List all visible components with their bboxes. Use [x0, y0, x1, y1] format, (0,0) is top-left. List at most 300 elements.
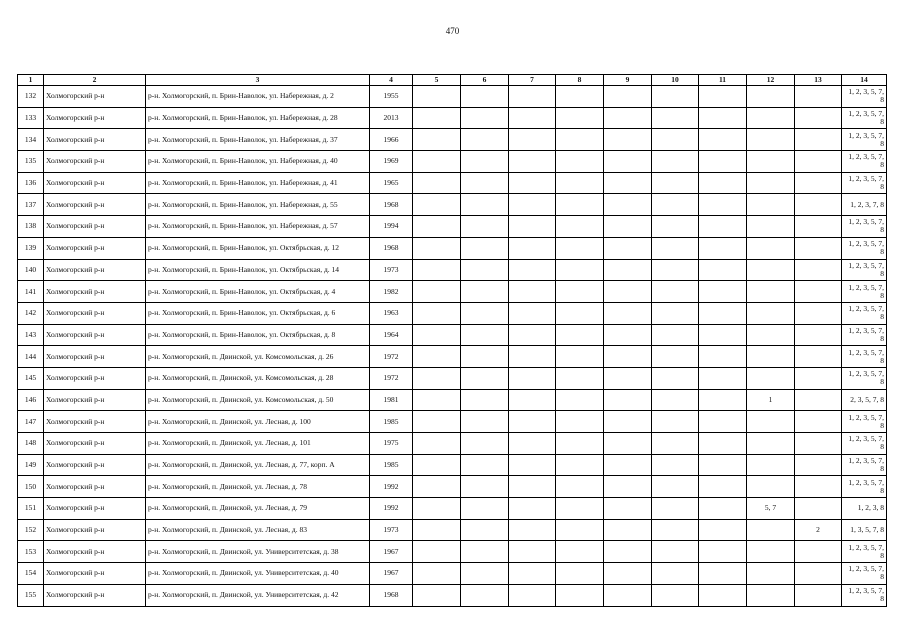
- col7-cell: [509, 389, 556, 411]
- col13-cell: [795, 541, 842, 563]
- col14-cell: 1, 2, 3, 5, 7, 8: [842, 476, 887, 498]
- col8-cell: [556, 216, 604, 238]
- col9-cell: [604, 259, 652, 281]
- col8-cell: [556, 411, 604, 433]
- column-header-11: 11: [699, 75, 747, 86]
- col14-cell: 1, 2, 3, 8: [842, 498, 887, 520]
- col8-cell: [556, 433, 604, 455]
- col10-cell: [652, 454, 699, 476]
- row-number: 150: [18, 476, 44, 498]
- col5-cell: [413, 584, 461, 606]
- address-cell: р-н. Холмогорский, п. Брин-Наволок, ул. Набережная, д. 41: [146, 172, 370, 194]
- address-cell: р-н. Холмогорский, п. Двинской, ул. Лесная, д. 79: [146, 498, 370, 520]
- col9-cell: [604, 584, 652, 606]
- table-row: [18, 389, 887, 411]
- col13-cell: [795, 194, 842, 216]
- row-number: 154: [18, 563, 44, 585]
- table-row: [18, 324, 887, 346]
- year-cell: 1981: [370, 389, 413, 411]
- col10-cell: [652, 151, 699, 173]
- col10-cell: [652, 476, 699, 498]
- col5-cell: [413, 541, 461, 563]
- col12-cell: [747, 519, 795, 541]
- district-cell: Холмогорский р-н: [44, 281, 146, 303]
- col10-cell: [652, 563, 699, 585]
- district-cell: Холмогорский р-н: [44, 476, 146, 498]
- col12-cell: [747, 107, 795, 129]
- col6-cell: [461, 541, 509, 563]
- col12-cell: [747, 584, 795, 606]
- district-cell: Холмогорский р-н: [44, 454, 146, 476]
- col12-cell: [747, 172, 795, 194]
- table-row: [18, 259, 887, 281]
- table-row: [18, 498, 887, 520]
- table-row: [18, 151, 887, 173]
- col11-cell: [699, 367, 747, 389]
- col7-cell: [509, 498, 556, 520]
- table-row: [18, 237, 887, 259]
- table-row: [18, 194, 887, 216]
- col5-cell: [413, 86, 461, 108]
- col12-cell: [747, 86, 795, 108]
- col6-cell: [461, 411, 509, 433]
- col14-cell: 1, 2, 3, 5, 7, 8: [842, 302, 887, 324]
- col6-cell: [461, 389, 509, 411]
- col12-cell: [747, 194, 795, 216]
- col10-cell: [652, 107, 699, 129]
- col7-cell: [509, 107, 556, 129]
- row-number: 148: [18, 433, 44, 455]
- col7-cell: [509, 433, 556, 455]
- col5-cell: [413, 519, 461, 541]
- year-cell: 1967: [370, 541, 413, 563]
- district-cell: Холмогорский р-н: [44, 107, 146, 129]
- row-number: 155: [18, 584, 44, 606]
- col11-cell: [699, 324, 747, 346]
- table-row: [18, 519, 887, 541]
- col9-cell: [604, 281, 652, 303]
- row-number: 135: [18, 151, 44, 173]
- col11-cell: [699, 433, 747, 455]
- col10-cell: [652, 346, 699, 368]
- col9-cell: [604, 151, 652, 173]
- col11-cell: [699, 86, 747, 108]
- col8-cell: [556, 237, 604, 259]
- col12-cell: [747, 346, 795, 368]
- col7-cell: [509, 281, 556, 303]
- col11-cell: [699, 519, 747, 541]
- address-cell: р-н. Холмогорский, п. Двинской, ул. Лесная, д. 77, корп. А: [146, 454, 370, 476]
- table-row: [18, 411, 887, 433]
- col14-cell: 1, 2, 3, 5, 7, 8: [842, 454, 887, 476]
- col13-cell: [795, 411, 842, 433]
- header-row: [18, 75, 887, 86]
- col12-cell: [747, 563, 795, 585]
- col6-cell: [461, 237, 509, 259]
- col7-cell: [509, 541, 556, 563]
- col7-cell: [509, 411, 556, 433]
- col8-cell: [556, 324, 604, 346]
- col12-cell: [747, 411, 795, 433]
- col12-cell: [747, 259, 795, 281]
- col14-cell: 1, 2, 3, 5, 7, 8: [842, 324, 887, 346]
- address-cell: р-н. Холмогорский, п. Брин-Наволок, ул. Октябрьская, д. 6: [146, 302, 370, 324]
- col6-cell: [461, 498, 509, 520]
- year-cell: 2013: [370, 107, 413, 129]
- year-cell: 1964: [370, 324, 413, 346]
- col11-cell: [699, 302, 747, 324]
- address-cell: р-н. Холмогорский, п. Брин-Наволок, ул. Набережная, д. 2: [146, 86, 370, 108]
- address-cell: р-н. Холмогорский, п. Двинской, ул. Комсомольская, д. 50: [146, 389, 370, 411]
- col11-cell: [699, 541, 747, 563]
- col11-cell: [699, 129, 747, 151]
- col14-cell: 1, 2, 3, 7, 8: [842, 194, 887, 216]
- col11-cell: [699, 151, 747, 173]
- address-cell: р-н. Холмогорский, п. Брин-Наволок, ул. Октябрьская, д. 4: [146, 281, 370, 303]
- col12-cell: [747, 216, 795, 238]
- col11-cell: [699, 389, 747, 411]
- col9-cell: [604, 86, 652, 108]
- col13-cell: [795, 172, 842, 194]
- col12-cell: [747, 324, 795, 346]
- col5-cell: [413, 259, 461, 281]
- year-cell: 1992: [370, 476, 413, 498]
- col14-cell: 1, 2, 3, 5, 7, 8: [842, 541, 887, 563]
- district-cell: Холмогорский р-н: [44, 433, 146, 455]
- col8-cell: [556, 281, 604, 303]
- col9-cell: [604, 172, 652, 194]
- column-header-1: 1: [18, 75, 44, 86]
- row-number: 153: [18, 541, 44, 563]
- col10-cell: [652, 389, 699, 411]
- col14-cell: 1, 2, 3, 5, 7, 8: [842, 259, 887, 281]
- row-number: 147: [18, 411, 44, 433]
- col5-cell: [413, 389, 461, 411]
- col9-cell: [604, 563, 652, 585]
- table-row: [18, 346, 887, 368]
- col7-cell: [509, 172, 556, 194]
- col6-cell: [461, 346, 509, 368]
- col9-cell: [604, 367, 652, 389]
- row-number: 134: [18, 129, 44, 151]
- col11-cell: [699, 281, 747, 303]
- year-cell: 1973: [370, 259, 413, 281]
- housing-table: [17, 74, 887, 607]
- col13-cell: [795, 433, 842, 455]
- col7-cell: [509, 151, 556, 173]
- col8-cell: [556, 259, 604, 281]
- col12-cell: [747, 151, 795, 173]
- col13-cell: [795, 324, 842, 346]
- col14-cell: 1, 2, 3, 5, 7, 8: [842, 346, 887, 368]
- col6-cell: [461, 584, 509, 606]
- col12-cell: [747, 541, 795, 563]
- col8-cell: [556, 367, 604, 389]
- row-number: 149: [18, 454, 44, 476]
- row-number: 133: [18, 107, 44, 129]
- col8-cell: [556, 389, 604, 411]
- col7-cell: [509, 454, 556, 476]
- address-cell: р-н. Холмогорский, п. Брин-Наволок, ул. Октябрьская, д. 14: [146, 259, 370, 281]
- district-cell: Холмогорский р-н: [44, 389, 146, 411]
- col7-cell: [509, 476, 556, 498]
- col13-cell: [795, 346, 842, 368]
- address-cell: р-н. Холмогорский, п. Двинской, ул. Университетская, д. 40: [146, 563, 370, 585]
- column-header-4: 4: [370, 75, 413, 86]
- col6-cell: [461, 216, 509, 238]
- col10-cell: [652, 519, 699, 541]
- col14-cell: 1, 2, 3, 5, 7, 8: [842, 151, 887, 173]
- col10-cell: [652, 584, 699, 606]
- col5-cell: [413, 454, 461, 476]
- col14-cell: 1, 2, 3, 5, 7, 8: [842, 107, 887, 129]
- col10-cell: [652, 411, 699, 433]
- col5-cell: [413, 129, 461, 151]
- col10-cell: [652, 433, 699, 455]
- col5-cell: [413, 151, 461, 173]
- col9-cell: [604, 107, 652, 129]
- col7-cell: [509, 324, 556, 346]
- table-body: [18, 86, 887, 607]
- year-cell: 1966: [370, 129, 413, 151]
- year-cell: 1968: [370, 237, 413, 259]
- col9-cell: [604, 541, 652, 563]
- col14-cell: 2, 3, 5, 7, 8: [842, 389, 887, 411]
- row-number: 138: [18, 216, 44, 238]
- col6-cell: [461, 324, 509, 346]
- col14-cell: 1, 2, 3, 5, 7, 8: [842, 237, 887, 259]
- col6-cell: [461, 454, 509, 476]
- district-cell: Холмогорский р-н: [44, 86, 146, 108]
- col8-cell: [556, 476, 604, 498]
- district-cell: Холмогорский р-н: [44, 541, 146, 563]
- column-header-14: 14: [842, 75, 887, 86]
- col6-cell: [461, 302, 509, 324]
- col7-cell: [509, 194, 556, 216]
- col6-cell: [461, 281, 509, 303]
- page-number: 470: [445, 26, 460, 36]
- address-cell: р-н. Холмогорский, п. Брин-Наволок, ул. Набережная, д. 28: [146, 107, 370, 129]
- col14-cell: 1, 2, 3, 5, 7, 8: [842, 216, 887, 238]
- district-cell: Холмогорский р-н: [44, 584, 146, 606]
- col6-cell: [461, 367, 509, 389]
- year-cell: 1965: [370, 172, 413, 194]
- col13-cell: [795, 367, 842, 389]
- col9-cell: [604, 433, 652, 455]
- col9-cell: [604, 216, 652, 238]
- col13-cell: [795, 476, 842, 498]
- col9-cell: [604, 389, 652, 411]
- col13-cell: [795, 237, 842, 259]
- col7-cell: [509, 129, 556, 151]
- col13-cell: [795, 216, 842, 238]
- year-cell: 1968: [370, 194, 413, 216]
- row-number: 132: [18, 86, 44, 108]
- col5-cell: [413, 476, 461, 498]
- year-cell: 1972: [370, 367, 413, 389]
- district-cell: Холмогорский р-н: [44, 563, 146, 585]
- district-cell: Холмогорский р-н: [44, 237, 146, 259]
- col13-cell: [795, 584, 842, 606]
- col11-cell: [699, 216, 747, 238]
- col7-cell: [509, 367, 556, 389]
- col6-cell: [461, 129, 509, 151]
- col11-cell: [699, 194, 747, 216]
- column-header-2: 2: [44, 75, 146, 86]
- district-cell: Холмогорский р-н: [44, 324, 146, 346]
- col10-cell: [652, 172, 699, 194]
- col14-cell: 1, 3, 5, 7, 8: [842, 519, 887, 541]
- col14-cell: 1, 2, 3, 5, 7, 8: [842, 563, 887, 585]
- col7-cell: [509, 237, 556, 259]
- col6-cell: [461, 172, 509, 194]
- col5-cell: [413, 194, 461, 216]
- year-cell: 1973: [370, 519, 413, 541]
- col9-cell: [604, 476, 652, 498]
- column-header-6: 6: [461, 75, 509, 86]
- col13-cell: [795, 454, 842, 476]
- col5-cell: [413, 433, 461, 455]
- col8-cell: [556, 454, 604, 476]
- col12-cell: 1: [747, 389, 795, 411]
- district-cell: Холмогорский р-н: [44, 129, 146, 151]
- table-row: [18, 129, 887, 151]
- col7-cell: [509, 519, 556, 541]
- district-cell: Холмогорский р-н: [44, 194, 146, 216]
- col13-cell: [795, 563, 842, 585]
- col8-cell: [556, 194, 604, 216]
- col10-cell: [652, 281, 699, 303]
- col14-cell: 1, 2, 3, 5, 7, 8: [842, 367, 887, 389]
- col7-cell: [509, 584, 556, 606]
- address-cell: р-н. Холмогорский, п. Двинской, ул. Лесная, д. 101: [146, 433, 370, 455]
- year-cell: 1994: [370, 216, 413, 238]
- col13-cell: [795, 151, 842, 173]
- col5-cell: [413, 324, 461, 346]
- col8-cell: [556, 563, 604, 585]
- col13-cell: [795, 107, 842, 129]
- col7-cell: [509, 346, 556, 368]
- address-cell: р-н. Холмогорский, п. Двинской, ул. Комсомольская, д. 28: [146, 367, 370, 389]
- col14-cell: 1, 2, 3, 5, 7, 8: [842, 172, 887, 194]
- col13-cell: [795, 259, 842, 281]
- address-cell: р-н. Холмогорский, п. Брин-Наволок, ул. Набережная, д. 40: [146, 151, 370, 173]
- col10-cell: [652, 324, 699, 346]
- col8-cell: [556, 498, 604, 520]
- col12-cell: [747, 129, 795, 151]
- col5-cell: [413, 411, 461, 433]
- col13-cell: 2: [795, 519, 842, 541]
- year-cell: 1992: [370, 498, 413, 520]
- col7-cell: [509, 86, 556, 108]
- district-cell: Холмогорский р-н: [44, 151, 146, 173]
- table-row: [18, 476, 887, 498]
- col9-cell: [604, 519, 652, 541]
- col6-cell: [461, 107, 509, 129]
- column-header-10: 10: [652, 75, 699, 86]
- col10-cell: [652, 498, 699, 520]
- table-row: [18, 302, 887, 324]
- table-row: [18, 563, 887, 585]
- row-number: 136: [18, 172, 44, 194]
- col5-cell: [413, 107, 461, 129]
- col13-cell: [795, 498, 842, 520]
- address-cell: р-н. Холмогорский, п. Двинской, ул. Университетская, д. 38: [146, 541, 370, 563]
- col10-cell: [652, 259, 699, 281]
- col11-cell: [699, 259, 747, 281]
- table-row: [18, 281, 887, 303]
- district-cell: Холмогорский р-н: [44, 367, 146, 389]
- col5-cell: [413, 367, 461, 389]
- col6-cell: [461, 151, 509, 173]
- col7-cell: [509, 302, 556, 324]
- col12-cell: [747, 302, 795, 324]
- col9-cell: [604, 194, 652, 216]
- col12-cell: 5, 7: [747, 498, 795, 520]
- col10-cell: [652, 129, 699, 151]
- col5-cell: [413, 498, 461, 520]
- address-cell: р-н. Холмогорский, п. Брин-Наволок, ул. Набережная, д. 37: [146, 129, 370, 151]
- row-number: 139: [18, 237, 44, 259]
- col11-cell: [699, 454, 747, 476]
- col5-cell: [413, 237, 461, 259]
- row-number: 145: [18, 367, 44, 389]
- row-number: 144: [18, 346, 44, 368]
- col14-cell: 1, 2, 3, 5, 7, 8: [842, 281, 887, 303]
- col10-cell: [652, 237, 699, 259]
- year-cell: 1985: [370, 411, 413, 433]
- col7-cell: [509, 216, 556, 238]
- col12-cell: [747, 476, 795, 498]
- col7-cell: [509, 563, 556, 585]
- col13-cell: [795, 86, 842, 108]
- column-header-5: 5: [413, 75, 461, 86]
- row-number: 146: [18, 389, 44, 411]
- col6-cell: [461, 194, 509, 216]
- table-row: [18, 216, 887, 238]
- col11-cell: [699, 237, 747, 259]
- col5-cell: [413, 172, 461, 194]
- table-row: [18, 454, 887, 476]
- col5-cell: [413, 563, 461, 585]
- col9-cell: [604, 411, 652, 433]
- col11-cell: [699, 411, 747, 433]
- col11-cell: [699, 563, 747, 585]
- col14-cell: 1, 2, 3, 5, 7, 8: [842, 86, 887, 108]
- table-row: [18, 584, 887, 606]
- col7-cell: [509, 259, 556, 281]
- column-header-8: 8: [556, 75, 604, 86]
- col6-cell: [461, 259, 509, 281]
- col9-cell: [604, 498, 652, 520]
- row-number: 140: [18, 259, 44, 281]
- column-header-12: 12: [747, 75, 795, 86]
- col8-cell: [556, 107, 604, 129]
- district-cell: Холмогорский р-н: [44, 498, 146, 520]
- row-number: 152: [18, 519, 44, 541]
- col9-cell: [604, 302, 652, 324]
- col6-cell: [461, 519, 509, 541]
- col8-cell: [556, 86, 604, 108]
- table-row: [18, 107, 887, 129]
- col10-cell: [652, 367, 699, 389]
- col13-cell: [795, 302, 842, 324]
- col9-cell: [604, 237, 652, 259]
- address-cell: р-н. Холмогорский, п. Двинской, ул. Университетская, д. 42: [146, 584, 370, 606]
- col5-cell: [413, 216, 461, 238]
- year-cell: 1972: [370, 346, 413, 368]
- row-number: 151: [18, 498, 44, 520]
